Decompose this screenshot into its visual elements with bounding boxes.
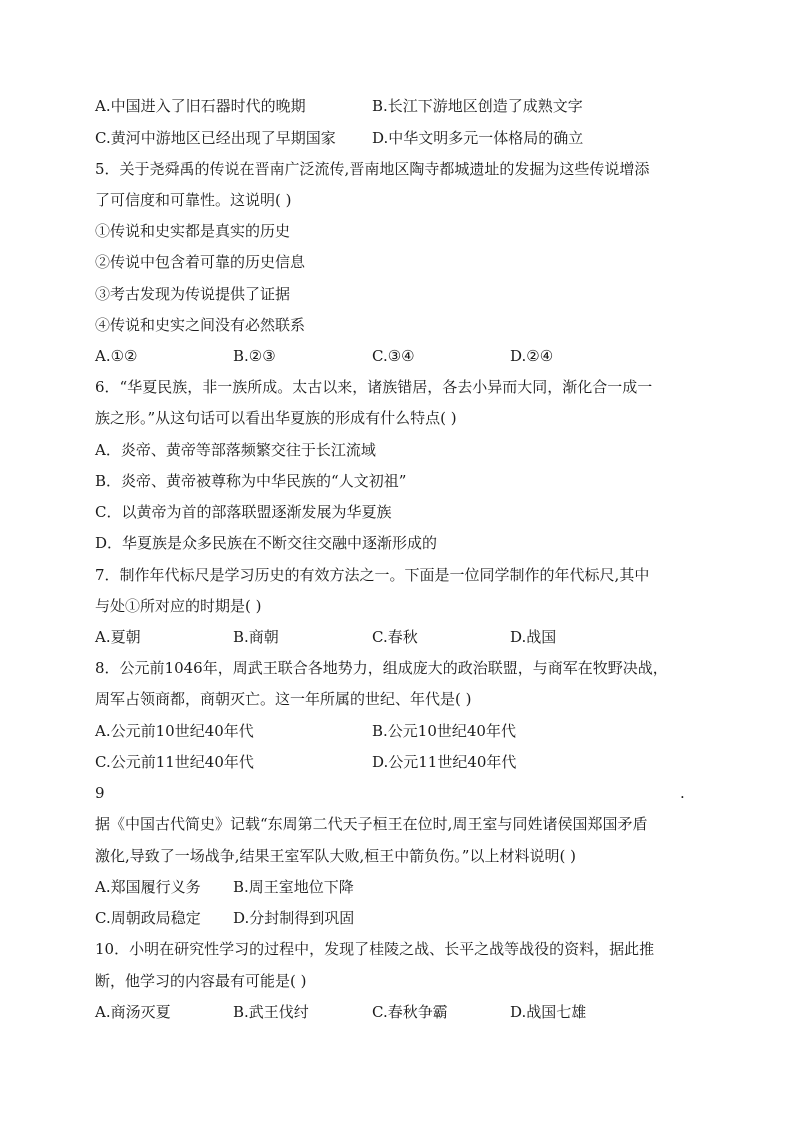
q5-option-d: D.②④ [510,347,554,365]
q8-option-a: A.公元前10世纪40年代 [95,722,254,740]
q9-option-d: D.分封制得到巩固 [233,909,355,927]
q4-option-c: C.黄河中游地区已经出现了早期国家 [95,129,336,147]
q8-option-d: D.公元11世纪40年代 [372,753,517,771]
q9-option-b: B.周王室地位下降 [233,878,354,896]
q5-option-b: B.②③ [233,347,276,365]
q9-trailing-dot: . [680,784,685,802]
q9-number: 9 [95,784,105,802]
q6-option-c: C．以黄帝为首的部落联盟逐渐发展为华夏族 [95,503,392,521]
q7-stem-line-2: 与处①所对应的时期是( ) [95,597,262,615]
q9-option-a: A.郑国履行义务 [95,878,201,896]
q10-stem-line-1: 10．小明在研究性学习的过程中，发现了桂陵之战、长平之战等战役的资料，据此推 [95,940,655,958]
q4-option-b: B.长江下游地区创造了成熟文字 [372,97,583,115]
q8-stem-line-1: 8．公元前1046年，周武王联合各地势力，组成庞大的政治联盟，与商军在牧野决战， [95,659,668,677]
q5-option-a: A.①② [95,347,138,365]
q7-option-d: D.战国 [510,628,557,646]
q9-option-c: C.周朝政局稳定 [95,909,201,927]
q10-option-a: A.商汤灭夏 [95,1003,171,1021]
q10-option-c: C.春秋争霸 [372,1003,448,1021]
q5-statement-4: ④传说和史实之间没有必然联系 [95,316,306,334]
q8-option-b: B.公元10世纪40年代 [372,722,516,740]
q6-stem-line-2: 族之形。”从这句话可以看出华夏族的形成有什么特点( ) [95,409,457,427]
q6-option-d: D．华夏族是众多民族在不断交往交融中逐渐形成的 [95,534,438,552]
q4-option-d: D.中华文明多元一体格局的确立 [372,129,584,147]
q7-option-b: B.商朝 [233,628,279,646]
q4-option-a: A.中国进入了旧石器时代的晚期 [95,97,306,115]
q5-stem-line-1: 5．关于尧舜禹的传说在晋南广泛流传,晋南地区陶寺都城遗址的发掘为这些传说增添 [95,160,650,178]
q9-stem-line-1: 据《中国古代简史》记载“东周第二代天子桓王在位时,周王室与同姓诸侯国郑国矛盾 [95,815,648,833]
q10-option-b: B.武王伐纣 [233,1003,309,1021]
q7-option-a: A.夏朝 [95,628,141,646]
q5-statement-3: ③考古发现为传说提供了证据 [95,285,291,303]
q8-stem-line-2: 周军占领商都，商朝灭亡。这一年所属的世纪、年代是( ) [95,690,472,708]
q9-stem-line-2: 激化,导致了一场战争,结果王室军队大败,桓王中箭负伤。”以上材料说明( ) [95,847,576,865]
q10-option-d: D.战国七雄 [510,1003,587,1021]
q10-stem-line-2: 断，他学习的内容最有可能是( ) [95,972,307,990]
q5-statement-2: ②传说中包含着可靠的历史信息 [95,253,306,271]
q6-option-b: B．炎帝、黄帝被尊称为中华民族的“人文初祖” [95,472,407,490]
q6-stem-line-1: 6．“华夏民族，非一族所成。太古以来，诸族错居，各去小异而大同，渐化合一成一 [95,378,653,396]
q7-option-c: C.春秋 [372,628,418,646]
q7-stem-line-1: 7．制作年代标尺是学习历史的有效方法之一。下面是一位同学制作的年代标尺,其中 [95,566,650,584]
q5-option-c: C.③④ [372,347,415,365]
q5-stem-line-2: 了可信度和可靠性。这说明( ) [95,191,292,209]
q5-statement-1: ①传说和史实都是真实的历史 [95,222,291,240]
q8-option-c: C.公元前11世纪40年代 [95,753,254,771]
q6-option-a: A．炎帝、黄帝等部落频繁交往于长江流域 [95,441,376,459]
